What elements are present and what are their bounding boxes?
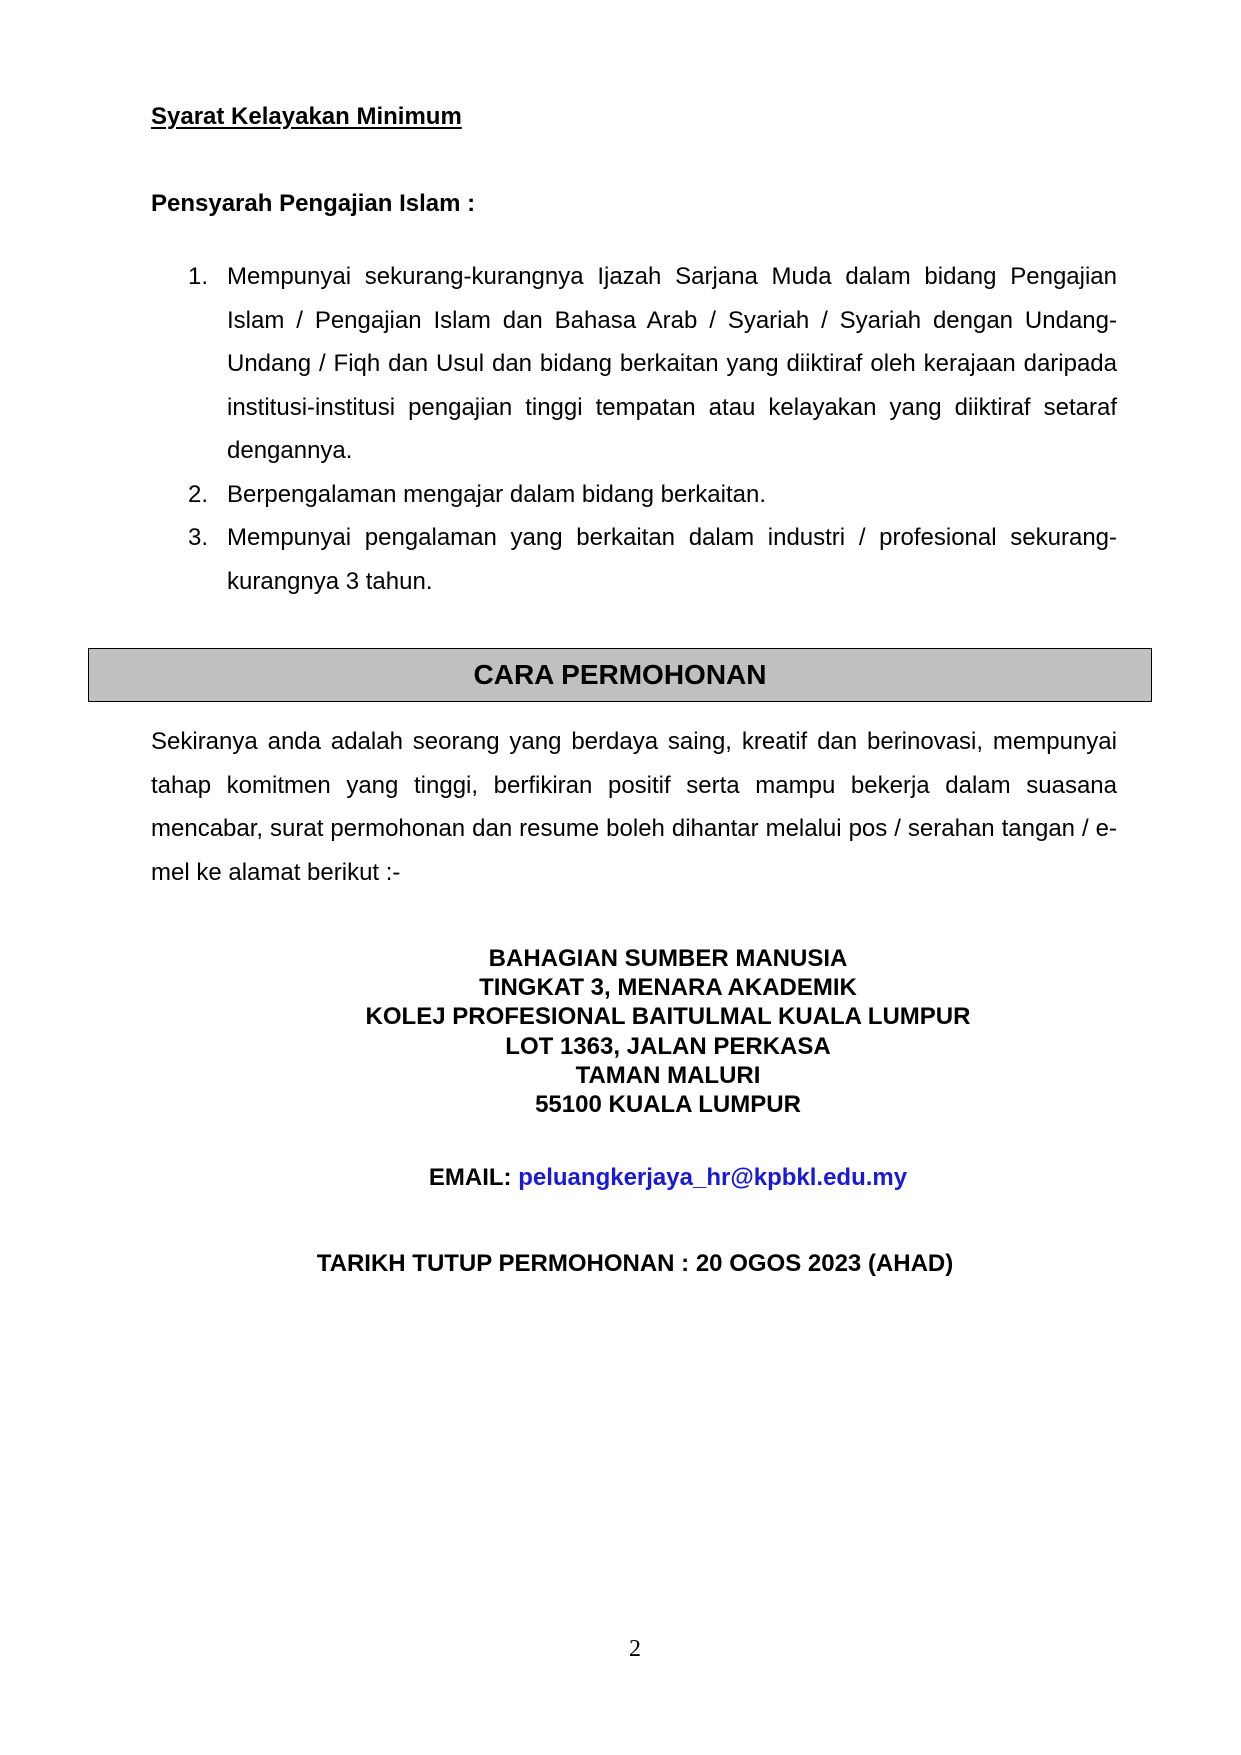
address-line: TINGKAT 3, MENARA AKADEMIK <box>479 974 857 1002</box>
requirement-number: 3. <box>188 524 209 551</box>
requirement-text: Mempunyai sekurang-kurangnya Ijazah Sarjana Muda dalam bidang Pengajian Islam / Pengajian Islam dan Bahasa Arab / Syariah / Syariah dengan Undang-Undang / Fiqh dan Usul dan bidang berkaitan yang diiktiraf oleh kerajaan daripada institusi-institusi pengajian tinggi tempatan atau kelayakan yang diiktiraf setaraf dengannya. <box>227 263 1117 464</box>
requirements-list <box>151 255 1117 603</box>
email-line <box>0 1164 1241 1192</box>
address-block <box>0 944 1241 1119</box>
requirement-text: Mempunyai pengalaman yang berkaitan dalam industri / profesional sekurang-kurangnya 3 tahun. <box>227 524 1117 595</box>
position-title: Pensyarah Pengajian Islam : <box>151 190 476 217</box>
application-paragraph: Sekiranya anda adalah seorang yang berdaya saing, kreatif dan berinovasi, mempunyai tahap komitmen yang tinggi, berfikiran positif serta mampu bekerja dalam suasana mencabar, surat permohonan dan resume boleh dihantar melalui pos / serahan tangan / e-mel ke alamat berikut :- <box>151 728 1117 886</box>
email-link[interactable]: peluangkerjaya_hr@kpbkl.edu.my <box>518 1164 908 1191</box>
closing-date: TARIKH TUTUP PERMOHONAN : 20 OGOS 2023 (AHAD) <box>316 1250 954 1277</box>
email-label: EMAIL: <box>428 1164 512 1191</box>
address-line: KOLEJ PROFESIONAL BAITULMAL KUALA LUMPUR <box>365 1003 971 1031</box>
requirement-item <box>151 516 1117 603</box>
requirement-number: 2. <box>188 480 209 508</box>
page-number: 2 <box>629 1636 641 1662</box>
section-header-box <box>88 648 1152 702</box>
address-line: LOT 1363, JALAN PERKASA <box>505 1032 831 1060</box>
section-title: CARA PERMOHONAN <box>473 659 767 690</box>
requirement-number: 1. <box>188 263 209 290</box>
address-line: 55100 KUALA LUMPUR <box>535 1091 801 1119</box>
requirements-heading: Syarat Kelayakan Minimum <box>151 103 462 130</box>
address-line: TAMAN MALURI <box>575 1061 761 1089</box>
address-line: BAHAGIAN SUMBER MANUSIA <box>488 945 848 972</box>
requirement-item <box>151 473 1117 517</box>
requirement-item <box>151 255 1117 473</box>
requirement-text: Berpengalaman mengajar dalam bidang berkaitan. <box>227 480 767 508</box>
